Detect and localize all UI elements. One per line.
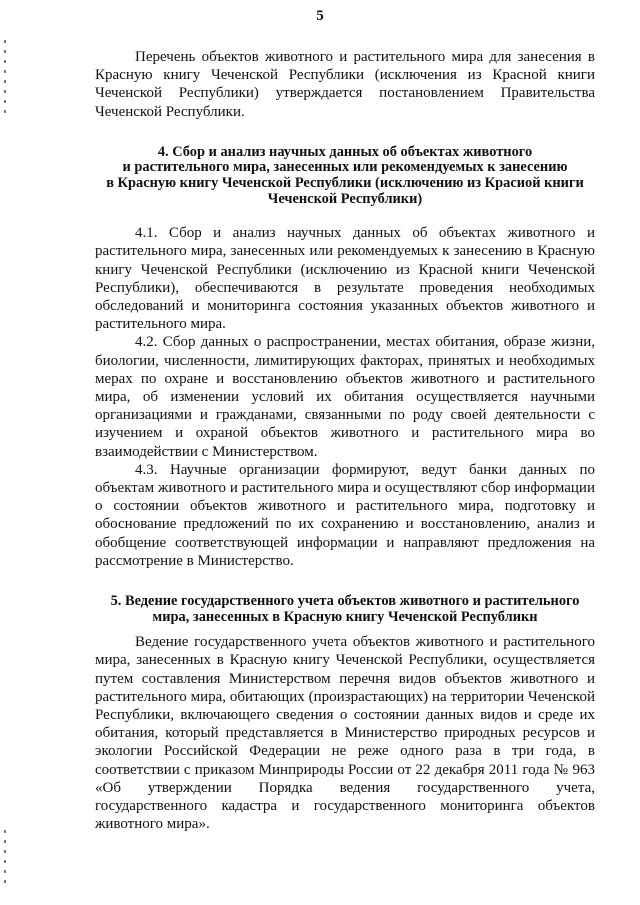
intro-paragraph: Перечень объектов животного и растительного мира для занесения в Красную книгу Чеченской Республики (исключения из Красной книги Чеченской Республики) утверждается постановлением Правительства Чеченской Республики. [95, 49, 595, 120]
section-4-heading-line: в Красную книгу Чеченской Республики (исключению из Красиой книги [106, 175, 584, 191]
section-4-heading-line: 4. Сбор и анализ научных данных об объектах животного [157, 143, 533, 160]
document-body [95, 48, 595, 833]
paragraph-5: Ведение государственного учета объектов животного и растительного мира, занесенных в Красную книгу Чеченской Республики, осуществляется путем составления Министерством перечня видов объектов животного и растительного мира, обитающих (произрастающих) на территории Чеченской Республики, включающего сведения о состоянии данных видов и среде их обитания, который представляется в Министерство природных ресурсов и экологии Российской Федерации не реже одного раза в три года, в соответствии с приказом Минприроды России от 22 декабря 2011 года № 963 «Об утверждении Порядка ведения государственного учета, государственного кадастра и государственного мониторинга объектов животного мира». [95, 634, 595, 833]
section-4-heading-line: Чеченской Республики) [267, 190, 423, 207]
section-5-heading-line: мира, занесенных в Красную книгу Чеченской Республикн [152, 608, 538, 625]
page-number: 5 [316, 8, 324, 24]
section-4-heading [95, 145, 595, 207]
paragraph-4-1: 4.1. Сбор и анализ научных данных об объектах животного и растительного мира, занесенных или рекомендуемых к занесению в Красную книгу Чеченской Республики (исключению из Красной книги Чеченской Республики), обеспечиваются в результате проведения необходимых обследований и мониторинга состояния указанных объектов животного и растительного мира. [95, 225, 595, 333]
scan-margin-marks-bottom [4, 830, 6, 890]
section-4-heading-line: и растительного мира, занесенных или рекомендуемых к занесению [122, 159, 568, 176]
section-5-heading [95, 594, 595, 625]
scan-margin-marks-top [4, 40, 6, 120]
section-5-heading-line: 5. Ведение государственного учета объектов животного и растительного [110, 593, 580, 610]
paragraph-4-2: 4.2. Сбор данных о распространении, местах обитания, образе жизни, биологии, численности, лимитирующих факторах, принятых и необходимых мерах по охране и восстановлению объектов животного и растительного мира, об изменении условий их обитания осуществляется научными организациями и гражданами, связанными по роду своей деятельности с изучением и охраной объектов животного и растительного мира во взаимодействии с Министерством. [95, 334, 595, 460]
paragraph-4-3: 4.3. Научные организации формируют, ведут банки данных по объектам животного и растительного мира и осуществляют сбор информации о состоянии объектов животного и растительного мира, подготовку и обоснование предложений по их сохранению и восстановлению, анализ и обобщение соответствующей информации и направляют предложения на рассмотрение в Министерство. [95, 461, 595, 569]
